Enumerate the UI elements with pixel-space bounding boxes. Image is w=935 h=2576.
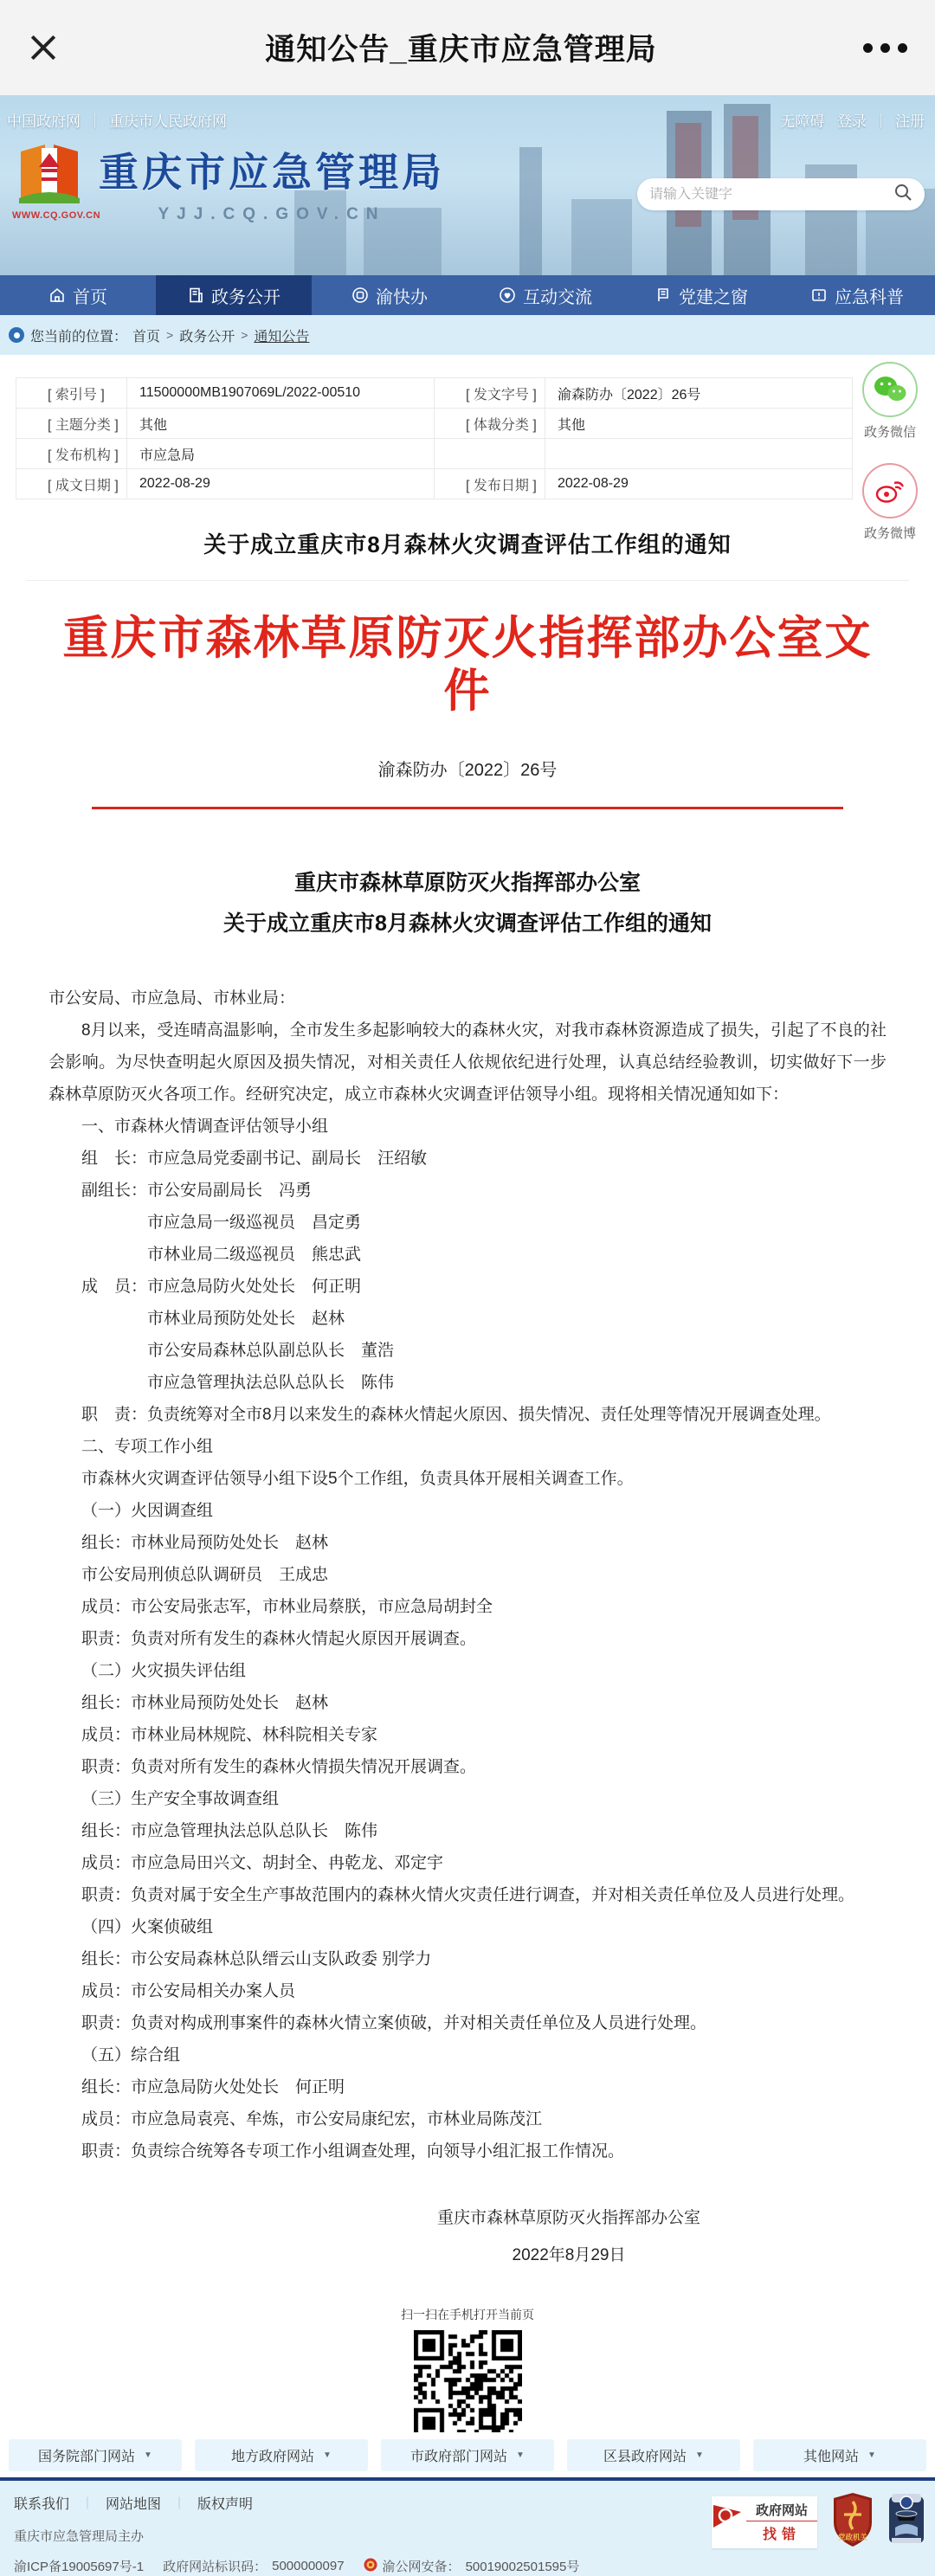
close-icon[interactable]	[24, 29, 62, 67]
chevron-down-icon: ▼	[144, 2450, 152, 2460]
chevron-down-icon: ▼	[323, 2450, 332, 2460]
security-label: 渝公网安备：	[382, 2560, 461, 2574]
nav-interaction[interactable]: 互动交流	[468, 275, 623, 315]
more-menu-icon[interactable]	[860, 35, 911, 61]
police-security-badge[interactable]	[888, 2493, 925, 2551]
doc-line: （四）火案侦破组	[81, 1917, 214, 1936]
doc-line: 组长：市公安局森林总队缙云山支队政委 别学力	[81, 1949, 432, 1968]
select-city-dept-sites[interactable]: 市政府部门网站 ▼	[381, 2439, 554, 2471]
doc-line: 市林业局二级巡视员 熊忠武	[147, 1245, 362, 1264]
find-error-flag-icon	[712, 2502, 746, 2543]
link-china-gov[interactable]: 中国政府网	[7, 113, 81, 130]
table-row: [ 索引号 ] 11500000MB1907069L/2022-00510 [ 发文字号 ] 渝森防办〔2022〕26号	[16, 378, 853, 409]
qr-section	[0, 2306, 935, 2432]
chevron-down-icon: ▼	[867, 2450, 876, 2460]
footer-link-selects	[0, 2432, 935, 2477]
doc-line: 市林业局预防处处长 赵林	[147, 1309, 345, 1328]
doc-line: 组长：市林业局预防处处长 赵林	[81, 1533, 329, 1552]
nav-home[interactable]: 首页	[0, 275, 156, 315]
search-icon[interactable]	[893, 183, 912, 206]
doc-line: （三）生产安全事故调查组	[81, 1789, 280, 1808]
doc-line: 组长：市应急管理执法总队总队长 陈伟	[81, 1821, 378, 1840]
doc-line: （二）火灾损失评估组	[81, 1661, 247, 1680]
breadcrumb-gov-disclosure[interactable]: 政务公开	[179, 329, 235, 345]
nav-yukuaiban[interactable]: 渝快办	[312, 275, 468, 315]
security-code: 50019002501595号	[465, 2560, 580, 2574]
doc-line: 职责：负责对所有发生的森林火情起火原因开展调查。	[81, 1629, 477, 1648]
site-code-label: 政府网站标识码：	[163, 2560, 268, 2574]
doc-line: 职责：负责综合统筹各专项工作小组调查处理，向领导小组汇报工作情况。	[81, 2141, 625, 2161]
link-register[interactable]: 注册	[895, 113, 925, 130]
footer: 联系我们 ｜ 网站地图 ｜ 版权声明 重庆市应急管理局主办 渝ICP备19005697号-1 政府网站标识码： 5000000097 渝公网安备： 50019002501595号 政府网站 找错 党政机关	[0, 2481, 935, 2576]
select-local-gov-sites[interactable]: 地方政府网站 ▼	[195, 2439, 368, 2471]
doc-line: 成员：市公安局相关办案人员	[81, 1981, 296, 2000]
doc-line: （五）综合组	[81, 2045, 181, 2064]
site-code: 5000000097	[272, 2559, 345, 2573]
page-title: 关于成立重庆市8月森林火灾调查评估工作组的通知	[203, 531, 732, 557]
doc-line: （一）火因调查组	[81, 1501, 214, 1520]
signature-block	[437, 2202, 700, 2271]
document-masthead: 重庆市森林草原防灭火指挥部办公室文件	[62, 611, 873, 718]
doc-line: 市应急管理执法总队总队长 陈伟	[147, 1373, 395, 1392]
nav-party-building[interactable]: 党建之窗	[623, 275, 779, 315]
footer-contact-us[interactable]: 联系我们	[14, 2497, 70, 2512]
signing-organization: 重庆市森林草原防灭火指挥部办公室	[436, 2208, 700, 2227]
official-document	[48, 612, 887, 2271]
doc-line: 组长：市应急局防火处处长 何正明	[81, 2077, 345, 2096]
system-top-bar	[0, 0, 935, 95]
doc-line: 二、专项工作小组	[81, 1437, 214, 1456]
doc-line: 组 长：市应急局党委副书记、副局长 汪绍敏	[81, 1149, 428, 1168]
document-title: 重庆市森林草原防灭火指挥部办公室 关于成立重庆市8月森林火灾调查评估工作组的通知	[223, 870, 712, 936]
account-links: 无障碍 登录 ｜ 注册	[780, 113, 925, 130]
chevron-down-icon: ▼	[516, 2450, 525, 2460]
page-content	[0, 355, 935, 2432]
select-state-council-sites[interactable]: 国务院部门网站 ▼	[9, 2439, 182, 2471]
document-meta-table	[16, 377, 853, 499]
chevron-down-icon: ▼	[695, 2450, 704, 2460]
doc-line: 市公安局森林总队副总队长 董浩	[147, 1341, 395, 1360]
table-row: [ 成文日期 ] 2022-08-29 [ 发布日期 ] 2022-08-29	[16, 469, 853, 499]
breadcrumb: 您当前的位置： 首页 > 政务公开 > 通知公告	[0, 315, 935, 355]
breadcrumb-home[interactable]: 首页	[132, 329, 161, 345]
gov-links: 中国政府网 ｜ 重庆市人民政府网	[7, 113, 227, 130]
location-icon	[9, 327, 24, 343]
select-other-sites[interactable]: 其他网站 ▼	[753, 2439, 926, 2471]
main-nav	[0, 275, 935, 315]
signing-date: 2022年8月29日	[512, 2245, 626, 2264]
link-accessibility[interactable]: 无障碍	[780, 113, 825, 130]
gov-wechat-widget[interactable]: 政务微信	[862, 362, 918, 441]
nav-gov-disclosure[interactable]: 政务公开	[156, 275, 312, 315]
search-box[interactable]	[637, 178, 925, 210]
doc-line: 成员：市应急局袁亮、牟炼，市公安局康纪宏，市林业局陈茂江	[81, 2109, 543, 2128]
qr-caption: 扫一扫在手机打开当前页	[401, 2307, 534, 2322]
site-name: 重庆市应急管理局	[99, 150, 445, 195]
footer-copyright[interactable]: 版权声明	[197, 2497, 254, 2512]
doc-line: 组长：市林业局预防处处长 赵林	[81, 1693, 329, 1712]
gov-site-find-error-badge[interactable]: 政府网站 找错	[712, 2496, 817, 2548]
divider	[26, 580, 909, 581]
footer-sitemap[interactable]: 网站地图	[106, 2497, 162, 2512]
nav-emergency-science[interactable]: 应急科普	[779, 275, 935, 315]
link-cq-gov[interactable]: 重庆市人民政府网	[109, 113, 227, 130]
national-emblem-icon	[364, 2558, 377, 2575]
doc-line: 市公安局刑侦总队调研员 王成忠	[81, 1565, 329, 1584]
breadcrumb-notices[interactable]: 通知公告	[254, 329, 310, 345]
gov-weibo-widget[interactable]: 政务微博	[862, 463, 918, 542]
window-title: 通知公告_重庆市应急管理局	[265, 33, 657, 67]
qr-code	[414, 2330, 522, 2432]
doc-line: 市应急局一级巡视员 昌定勇	[147, 1213, 362, 1232]
link-login[interactable]: 登录	[837, 113, 867, 130]
doc-line: 一、市森林火情调查评估领导小组	[81, 1117, 329, 1136]
red-divider	[92, 807, 843, 809]
doc-line: 职责：负责对构成刑事案件的森林火情立案侦破，并对相关责任单位及人员进行处理。	[81, 2013, 707, 2032]
intro-paragraph: 8月以来，受连晴高温影响，全市发生多起影响较大的森林火灾，对我市森林资源造成了损失，引起了不良的社会影响。为尽快查明起火原因及损失情况，对相关责任人依规依纪进行处理，认真总结经验教训，切实做好下一步森林草原防灭火各项工作。经研究决定，成立市森林火灾调查评估领导小组。现将相关情况通知如下：	[48, 1021, 887, 1104]
search-input[interactable]	[649, 187, 893, 203]
site-domain: YJJ.CQ.GOV.CN	[158, 205, 386, 223]
doc-line: 职责：负责对属于安全生产事故范围内的森林火情火灾责任进行调查，并对相关责任单位及人员进行处理。	[81, 1885, 855, 1904]
footer-host: 重庆市应急管理局主办	[14, 2529, 145, 2544]
site-logo: WWW.CQ.GOV.CN	[12, 141, 87, 221]
doc-line: 成员：市林业局林规院、林科院相关专家	[81, 1725, 378, 1744]
weibo-icon	[862, 463, 918, 518]
select-district-gov-sites[interactable]: 区县政府网站 ▼	[567, 2439, 740, 2471]
doc-line: 职 责：负责统筹对全市8月以来发生的森林火情起火原因、损失情况、责任处理等情况开展调查处理。	[81, 1405, 831, 1424]
footer-icp-line	[14, 2557, 935, 2575]
doc-line: 副组长：市公安局副局长 冯勇	[81, 1181, 313, 1200]
icp-number: 渝ICP备19005697号-1	[14, 2560, 145, 2574]
doc-line: 职责：负责对所有发生的森林火情损失情况开展调查。	[81, 1757, 477, 1776]
site-banner	[0, 95, 935, 275]
social-float-bar	[850, 362, 930, 542]
party-gov-shield-badge[interactable]	[831, 2491, 874, 2553]
table-row: [ 主题分类 ] 其他 [ 体裁分类 ] 其他	[16, 409, 853, 439]
doc-line: 成员：市应急局田兴文、胡封全、冉乾龙、邓定宇	[81, 1853, 444, 1872]
doc-line: 成员：市公安局张志军，市林业局蔡朕，市应急局胡封全	[81, 1597, 493, 1616]
table-row: [ 发布机构 ] 市应急局	[16, 439, 853, 469]
doc-line: 市森林火灾调查评估领导小组下设5个工作组，负责具体开展相关调查工作。	[81, 1469, 634, 1488]
doc-line: 成 员：市应急局防火处处长 何正明	[81, 1277, 362, 1296]
addressee-line: 市公安局、市应急局、市林业局：	[48, 989, 296, 1008]
svg-text:党政机关: 党政机关	[837, 2533, 868, 2541]
document-number: 渝森防办〔2022〕26号	[377, 760, 558, 780]
wechat-icon	[862, 362, 918, 417]
